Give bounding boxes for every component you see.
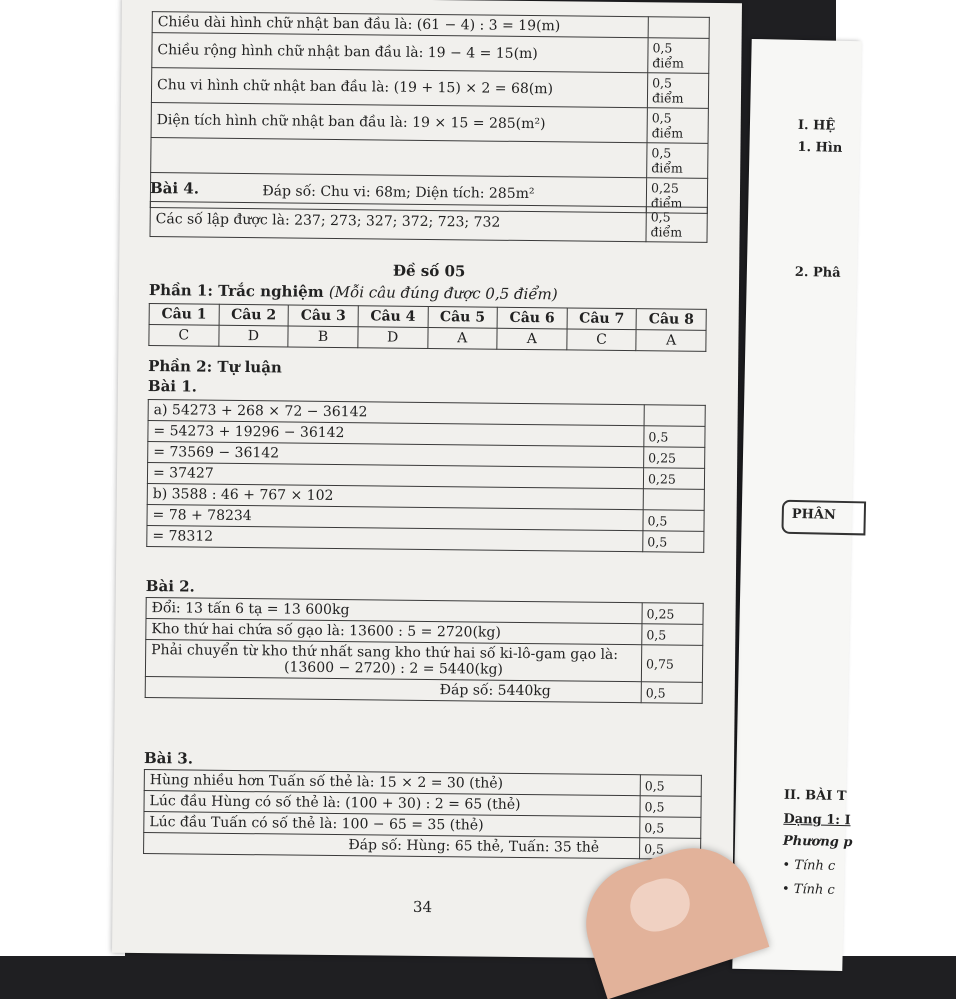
page-number: 34 bbox=[412, 897, 433, 917]
right-heading-5: Dạng 1: I bbox=[783, 811, 851, 829]
answer-cell: D bbox=[358, 327, 428, 349]
question-cell: Câu 5 bbox=[428, 306, 498, 328]
score-cell: 0,5 điểm bbox=[647, 143, 708, 179]
score-cell bbox=[648, 17, 709, 39]
main-page bbox=[112, 0, 742, 959]
answer-row bbox=[149, 325, 706, 352]
table-row bbox=[151, 68, 708, 109]
table-cell: Đổi: 13 tấn 6 tạ = 13 600kg bbox=[146, 598, 642, 624]
bai1-table bbox=[146, 399, 706, 553]
table-cell: a) 54273 + 268 × 72 − 36142 bbox=[148, 400, 644, 426]
table-cell: = 78312 bbox=[147, 526, 643, 552]
right-bullet-1: • Tính c bbox=[782, 857, 836, 874]
bai3-label: Bài 3. bbox=[143, 749, 194, 768]
cell-line: Phải chuyển từ kho thứ nhất sang kho thứ hai số ki-lô-gam gạo là: bbox=[151, 642, 619, 663]
answer-cell: C bbox=[149, 325, 219, 347]
table-cell bbox=[145, 640, 641, 682]
question-cell: Câu 3 bbox=[288, 305, 358, 327]
answer-cell: C bbox=[567, 329, 637, 351]
score-cell: 0,25 bbox=[643, 468, 704, 490]
question-cell: Câu 2 bbox=[219, 304, 289, 326]
table-cell: = 37427 bbox=[147, 463, 643, 489]
question-cell: Câu 6 bbox=[497, 307, 567, 329]
score-cell: 0,25 điểm bbox=[646, 178, 707, 214]
table-row bbox=[145, 640, 702, 683]
table-cell: Lúc đầu Hùng có số thẻ là: (100 + 30) : 2 = 65 (thẻ) bbox=[144, 791, 640, 817]
score-cell: 0,5 bbox=[641, 682, 702, 704]
answer-cell: A bbox=[497, 328, 567, 350]
table-cell: Chu vi hình chữ nhật ban đầu là: (19 + 15) × 2 = 68(m) bbox=[151, 68, 647, 108]
score-cell bbox=[644, 405, 705, 427]
exam-title: Đề số 05 bbox=[392, 261, 466, 281]
phan1-heading bbox=[149, 281, 558, 303]
right-bullet-2: • Tính c bbox=[781, 881, 835, 898]
phan2-label: Phần 2: Tự luận bbox=[148, 357, 282, 377]
table-cell: Lúc đầu Tuấn có số thẻ là: 100 − 65 = 35 (thẻ) bbox=[144, 812, 640, 838]
right-heading-6: Phương p bbox=[782, 833, 853, 851]
table-cell: = 54273 + 19296 − 36142 bbox=[148, 421, 644, 447]
table-cell: Đáp số: Hùng: 65 thẻ, Tuấn: 35 thẻ bbox=[144, 833, 640, 859]
table-cell: Kho thứ hai chứa số gạo là: 13600 : 5 = 2720(kg) bbox=[146, 619, 642, 645]
table-row bbox=[151, 138, 708, 179]
right-heading-3: 2. Phâ bbox=[794, 264, 841, 281]
top-answer-table bbox=[150, 11, 710, 214]
score-cell: 0,5 điểm bbox=[648, 38, 709, 74]
score-cell: 0,5 điểm bbox=[647, 73, 708, 109]
score-cell: 0,5 điểm bbox=[646, 207, 707, 243]
table-cell: = 78 + 78234 bbox=[147, 505, 643, 531]
answer-cell: B bbox=[288, 326, 358, 348]
bai3-table bbox=[143, 769, 702, 860]
score-cell bbox=[643, 489, 704, 511]
table-row bbox=[151, 103, 708, 144]
bai2-table bbox=[145, 597, 704, 704]
table-row bbox=[150, 202, 707, 243]
table-cell: Đáp số: Chu vi: 68m; Diện tích: 285m² bbox=[150, 173, 646, 213]
table-row bbox=[145, 677, 702, 704]
score-cell: 0,5 bbox=[643, 510, 704, 532]
table-cell: Đáp số: 5440kg bbox=[145, 677, 641, 703]
score-cell: 0,5 bbox=[640, 838, 701, 860]
score-cell: 0,25 bbox=[642, 603, 703, 625]
bai2-label: Bài 2. bbox=[145, 577, 195, 596]
right-section-box-label: PHÂN bbox=[791, 506, 836, 523]
question-cell: Câu 8 bbox=[636, 309, 706, 331]
score-cell: 0,5 bbox=[642, 624, 703, 646]
table-cell: Hùng nhiều hơn Tuấn số thẻ là: 15 × 2 = 30 (thẻ) bbox=[144, 770, 640, 796]
table-row bbox=[144, 833, 701, 860]
background-left bbox=[0, 0, 125, 956]
score-cell: 0,5 bbox=[640, 796, 701, 818]
table-cell: Chiều dài hình chữ nhật ban đầu là: (61 − 4) : 3 = 19(m) bbox=[152, 12, 648, 38]
table-row bbox=[152, 33, 709, 74]
multiple-choice-table bbox=[148, 303, 706, 352]
bai1-label: Bài 1. bbox=[147, 377, 198, 396]
phan1-label: Phần 1: Trắc nghiệm bbox=[148, 281, 324, 301]
table-cell: = 73569 − 36142 bbox=[148, 442, 644, 468]
table-cell: Chiều rộng hình chữ nhật ban đầu là: 19 − 4 = 15(m) bbox=[152, 33, 648, 73]
table-cell: Các số lập được là: 237; 273; 327; 372; 723; 732 bbox=[150, 202, 646, 242]
answer-cell: A bbox=[636, 330, 706, 352]
question-cell: Câu 1 bbox=[149, 304, 219, 326]
table-row bbox=[147, 526, 704, 553]
right-page bbox=[732, 39, 861, 971]
table-cell: Diện tích hình chữ nhật ban đầu là: 19 × 15 = 285(m²) bbox=[151, 103, 647, 143]
cell-subline: (13600 − 2720) : 2 = 5440(kg) bbox=[283, 659, 504, 678]
table-cell bbox=[151, 138, 647, 178]
phan1-note: (Mỗi câu đúng được 0,5 điểm) bbox=[328, 282, 558, 304]
right-heading-1: I. HỆ bbox=[797, 117, 836, 134]
table-cell: b) 3588 : 46 + 767 × 102 bbox=[147, 484, 643, 510]
right-heading-4: II. BÀI T bbox=[783, 787, 847, 805]
score-cell: 0,5 điểm bbox=[647, 108, 708, 144]
right-section-box bbox=[781, 500, 866, 536]
question-cell: Câu 7 bbox=[567, 308, 637, 330]
score-cell: 0,5 bbox=[644, 426, 705, 448]
bai4-label: Bài 4. bbox=[149, 179, 200, 198]
score-cell: 0,5 bbox=[643, 531, 704, 553]
bai4-table bbox=[150, 201, 708, 243]
answer-cell: A bbox=[427, 327, 497, 349]
right-heading-2: 1. Hìn bbox=[797, 139, 843, 156]
score-cell: 0,75 bbox=[641, 645, 702, 683]
question-cell: Câu 4 bbox=[358, 306, 428, 328]
score-cell: 0,5 bbox=[640, 775, 701, 797]
score-cell: 0,25 bbox=[644, 447, 705, 469]
score-cell: 0,5 bbox=[640, 817, 701, 839]
answer-cell: D bbox=[218, 325, 288, 347]
